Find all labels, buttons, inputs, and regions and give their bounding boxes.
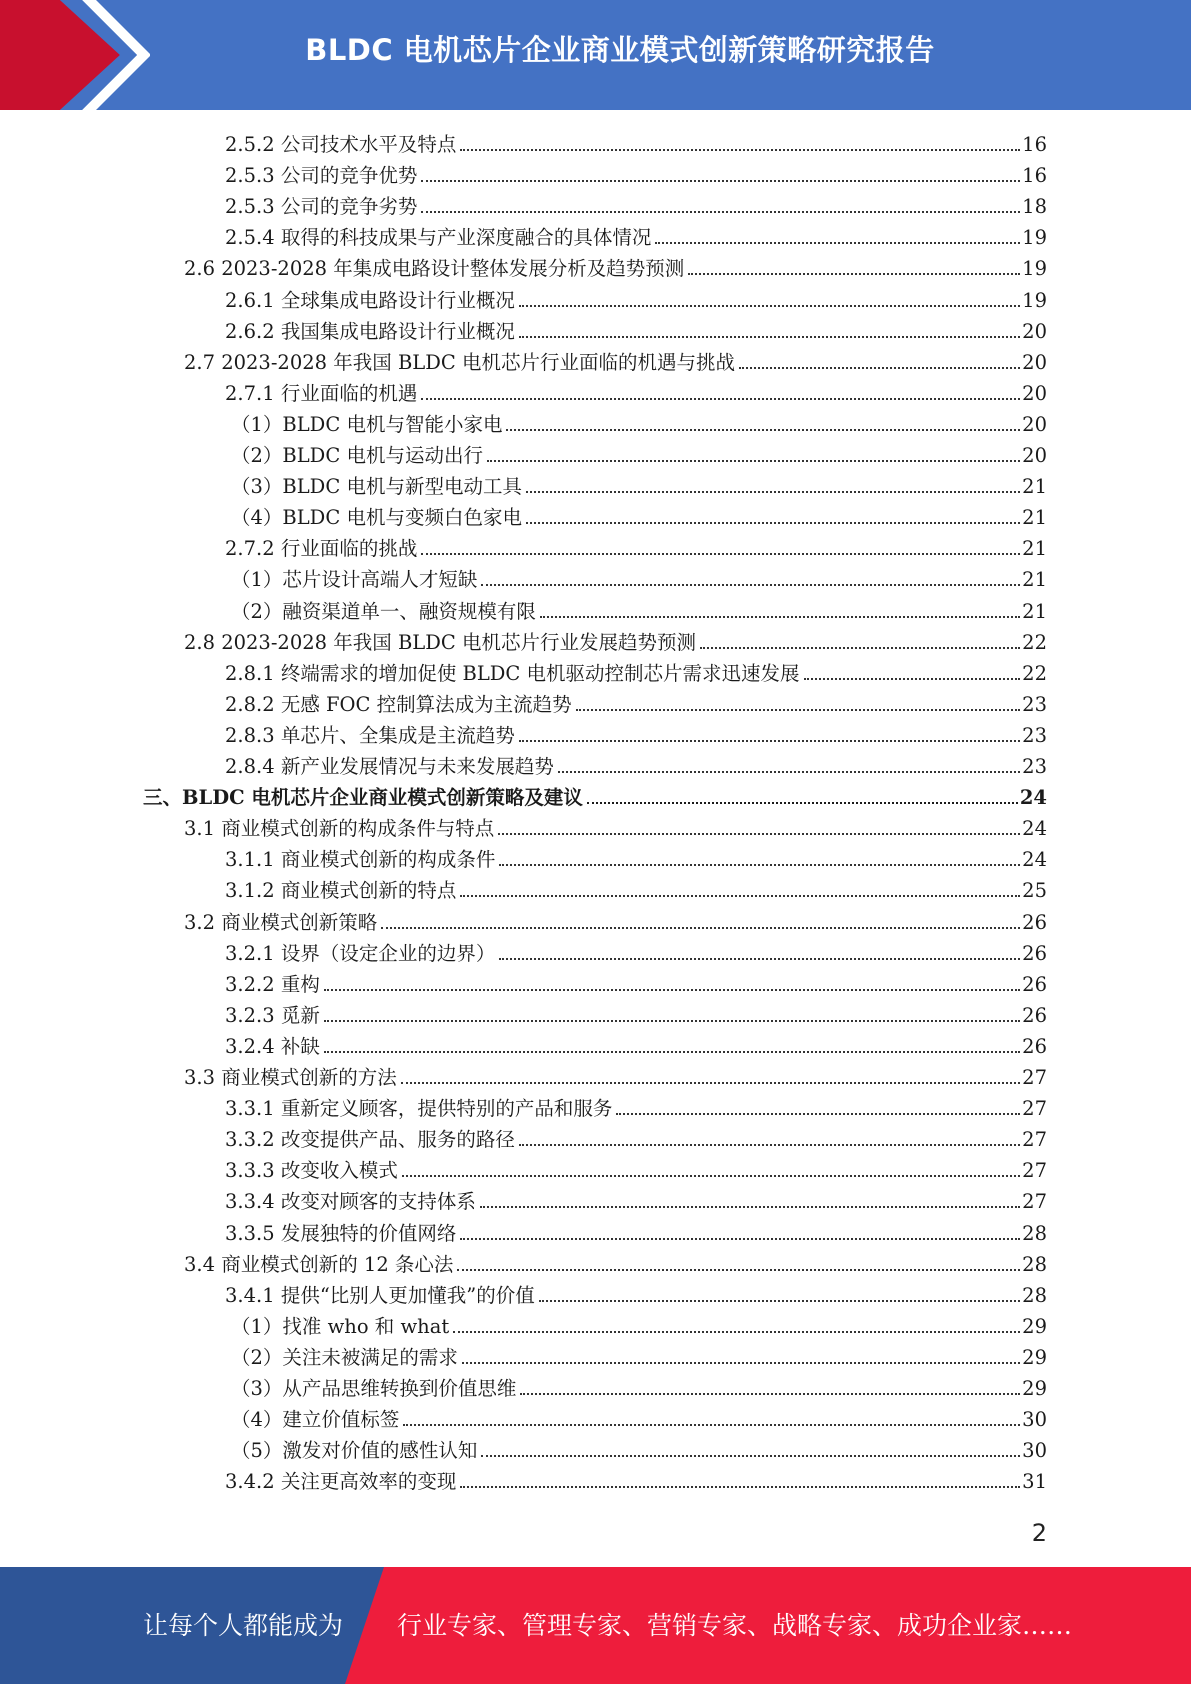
toc-entry-title: 三、BLDC 电机芯片企业商业模式创新策略及建议 — [143, 786, 583, 809]
toc-entry-title: （1）BLDC 电机与智能小家电 — [231, 413, 503, 436]
footer-slogan-right: 行业专家、管理专家、营销专家、战略专家、成功企业家…… — [397, 1611, 1073, 1640]
toc-entry-title: （1）芯片设计高端人才短缺 — [231, 568, 478, 591]
toc-entry[interactable] — [225, 376, 1047, 407]
toc-dot-leader — [520, 1393, 1020, 1395]
toc-entry[interactable] — [225, 749, 1047, 780]
toc-entry-title: 3.3.1 重新定义顾客，提供特别的产品和服务 — [225, 1097, 613, 1120]
toc-entry[interactable] — [225, 936, 1047, 967]
toc-entry[interactable] — [231, 407, 1047, 438]
toc-entry-title: 3.2.4 补缺 — [225, 1035, 320, 1058]
toc-entry-page-number: 25 — [1022, 879, 1047, 902]
toc-entry[interactable] — [225, 189, 1047, 220]
toc-entry-title: 3.2 商业模式创新策略 — [184, 911, 378, 934]
header-red-arrow-shape — [0, 0, 150, 110]
toc-entry-page-number: 21 — [1022, 537, 1047, 560]
toc-entry[interactable] — [225, 1029, 1047, 1060]
toc-dot-leader — [462, 1362, 1020, 1364]
toc-entry-page-number: 19 — [1022, 257, 1047, 280]
toc-dot-leader — [804, 678, 1021, 680]
toc-entry-title: 3.1.1 商业模式创新的构成条件 — [225, 848, 496, 871]
toc-entry-page-number: 28 — [1022, 1222, 1047, 1245]
toc-entry-title: 2.7.1 行业面临的机遇 — [225, 382, 418, 405]
toc-entry[interactable] — [225, 158, 1047, 189]
toc-dot-leader — [558, 771, 1020, 773]
toc-dot-leader — [539, 1300, 1020, 1302]
toc-entry[interactable] — [184, 625, 1047, 656]
toc-entry-title: （3）BLDC 电机与新型电动工具 — [231, 475, 522, 498]
toc-entry-page-number: 27 — [1022, 1190, 1047, 1213]
toc-entry[interactable] — [225, 1122, 1047, 1153]
toc-entry[interactable] — [231, 1340, 1047, 1371]
toc-dot-leader — [403, 1424, 1020, 1426]
toc-entry[interactable] — [225, 314, 1047, 345]
toc-dot-leader — [616, 1113, 1020, 1115]
toc-entry-title: （2）融资渠道单一、融资规模有限 — [231, 600, 536, 623]
toc-entry-title: （2）BLDC 电机与运动出行 — [231, 444, 483, 467]
toc-dot-leader — [487, 460, 1020, 462]
toc-entry-title: （4）建立价值标签 — [231, 1408, 400, 1431]
toc-entry-page-number: 26 — [1022, 942, 1047, 965]
toc-entry-page-number: 31 — [1022, 1470, 1047, 1493]
toc-entry-page-number: 27 — [1022, 1128, 1047, 1151]
toc-entry[interactable] — [231, 1433, 1047, 1464]
toc-entry-title: 2.5.4 取得的科技成果与产业深度融合的具体情况 — [225, 226, 652, 249]
toc-dot-leader — [519, 305, 1020, 307]
toc-dot-leader — [587, 802, 1018, 804]
toc-entry-page-number: 19 — [1022, 226, 1047, 249]
toc-entry-page-number: 20 — [1022, 320, 1047, 343]
toc-entry-page-number: 20 — [1022, 413, 1047, 436]
toc-dot-leader — [688, 273, 1020, 275]
toc-entry[interactable] — [231, 1371, 1047, 1402]
toc-entry[interactable] — [231, 1309, 1047, 1340]
toc-dot-leader — [739, 367, 1020, 369]
toc-entry[interactable] — [225, 1464, 1047, 1495]
toc-dot-leader — [324, 1020, 1020, 1022]
page-footer — [0, 1567, 1191, 1684]
footer-slogan-left: 让每个人都能成为 — [143, 1611, 344, 1640]
toc-entry-title: 3.4.2 关注更高效率的变现 — [225, 1470, 457, 1493]
toc-entry-title: 3.3.2 改变提供产品、服务的路径 — [225, 1128, 515, 1151]
toc-dot-leader — [519, 336, 1020, 338]
toc-entry[interactable] — [231, 1402, 1047, 1433]
toc-entry-page-number: 29 — [1022, 1315, 1047, 1338]
toc-entry-title: （3）从产品思维转换到价值思维 — [231, 1377, 517, 1400]
toc-entry-page-number: 30 — [1022, 1439, 1047, 1462]
toc-entry-page-number: 29 — [1022, 1346, 1047, 1369]
toc-entry[interactable] — [225, 1153, 1047, 1184]
toc-dot-leader — [457, 1269, 1020, 1271]
toc-entry-page-number: 21 — [1022, 568, 1047, 591]
toc-dot-leader — [526, 491, 1020, 493]
toc-dot-leader — [421, 180, 1020, 182]
toc-dot-leader — [402, 1175, 1020, 1177]
toc-entry[interactable] — [225, 220, 1047, 251]
toc-entry-title: 2.8.4 新产业发展情况与未来发展趋势 — [225, 755, 554, 778]
toc-entry-title: 2.5.3 公司的竞争劣势 — [225, 195, 418, 218]
toc-entry-page-number: 19 — [1022, 289, 1047, 312]
toc-entry[interactable] — [225, 873, 1047, 904]
toc-entry[interactable] — [225, 1091, 1047, 1122]
toc-entry-page-number: 29 — [1022, 1377, 1047, 1400]
toc-entry-page-number: 16 — [1022, 133, 1047, 156]
toc-entry[interactable] — [225, 656, 1047, 687]
toc-entry-page-number: 16 — [1022, 164, 1047, 187]
toc-entry-title: （4）BLDC 电机与变频白色家电 — [231, 506, 522, 529]
toc-entry[interactable] — [231, 562, 1047, 593]
toc-dot-leader — [499, 864, 1020, 866]
toc-entry-title: 3.3 商业模式创新的方法 — [184, 1066, 397, 1089]
toc-dot-leader — [460, 1238, 1020, 1240]
toc-entry[interactable] — [184, 251, 1047, 282]
toc-entry[interactable] — [184, 1060, 1047, 1091]
toc-dot-leader — [324, 989, 1020, 991]
toc-entry-title: 3.4.1 提供“比别人更加懂我”的价值 — [225, 1284, 535, 1307]
toc-entry-page-number: 24 — [1019, 786, 1047, 809]
toc-entry-page-number: 23 — [1022, 693, 1047, 716]
toc-entry-title: 3.3.3 改变收入模式 — [225, 1159, 398, 1182]
toc-dot-leader — [576, 709, 1021, 711]
toc-entry-title: 2.7.2 行业面临的挑战 — [225, 537, 418, 560]
toc-entry[interactable] — [225, 1278, 1047, 1309]
toc-entry-title: 2.6 2023-2028 年集成电路设计整体发展分析及趋势预测 — [184, 257, 685, 280]
toc-entry-page-number: 22 — [1022, 631, 1047, 654]
toc-entry-page-number: 26 — [1022, 1035, 1047, 1058]
toc-entry[interactable] — [225, 531, 1047, 562]
page-header — [0, 0, 1191, 110]
toc-entry-page-number: 20 — [1022, 382, 1047, 405]
toc-entry[interactable] — [184, 1247, 1047, 1278]
toc-entry-title: 2.8 2023-2028 年我国 BLDC 电机芯片行业发展趋势预测 — [184, 631, 696, 654]
toc-entry[interactable] — [225, 842, 1047, 873]
toc-entry-page-number: 24 — [1022, 848, 1047, 871]
report-title: BLDC 电机芯片企业商业模式创新策略研究报告 — [305, 33, 935, 67]
toc-dot-leader — [480, 1206, 1020, 1208]
toc-entry-title: 3.1 商业模式创新的构成条件与特点 — [184, 817, 495, 840]
toc-entry[interactable] — [225, 127, 1047, 158]
toc-dot-leader — [481, 584, 1020, 586]
toc-entry[interactable] — [184, 345, 1047, 376]
toc-entry-page-number: 26 — [1022, 973, 1047, 996]
toc-entry-title: 3.1.2 商业模式创新的特点 — [225, 879, 457, 902]
toc-entry-page-number: 27 — [1022, 1097, 1047, 1120]
toc-entry-title: 2.5.2 公司技术水平及特点 — [225, 133, 457, 156]
toc-entry[interactable] — [231, 438, 1047, 469]
toc-entry-title: （5）激发对价值的感性认知 — [231, 1439, 478, 1462]
toc-entry[interactable] — [231, 469, 1047, 500]
toc-entry[interactable] — [225, 718, 1047, 749]
toc-entry[interactable] — [225, 1184, 1047, 1215]
toc-entry-page-number: 26 — [1022, 911, 1047, 934]
toc-entry-page-number: 22 — [1022, 662, 1047, 685]
toc-entry[interactable] — [225, 967, 1047, 998]
toc-entry[interactable] — [143, 780, 1047, 811]
toc-entry-title: 2.6.1 全球集成电路设计行业概况 — [225, 289, 515, 312]
toc-dot-leader — [421, 398, 1020, 400]
toc-entry-title: （1）找准 who 和 what — [231, 1315, 450, 1338]
toc-entry-page-number: 30 — [1022, 1408, 1047, 1431]
toc-dot-leader — [381, 927, 1020, 929]
toc-entry-title: 3.2.2 重构 — [225, 973, 320, 996]
toc-entry[interactable] — [184, 905, 1047, 936]
toc-dot-leader — [460, 895, 1020, 897]
toc-dot-leader — [460, 149, 1020, 151]
toc-entry-title: 2.5.3 公司的竞争优势 — [225, 164, 418, 187]
toc-entry-page-number: 20 — [1022, 351, 1047, 374]
toc-dot-leader — [526, 522, 1020, 524]
toc-entry-page-number: 28 — [1022, 1284, 1047, 1307]
toc-entry[interactable] — [231, 500, 1047, 531]
toc-dot-leader — [481, 1455, 1020, 1457]
toc-entry-page-number: 23 — [1022, 724, 1047, 747]
toc-dot-leader — [655, 242, 1020, 244]
toc-entry-page-number: 27 — [1022, 1159, 1047, 1182]
toc-entry-title: 3.3.5 发展独特的价值网络 — [225, 1222, 457, 1245]
toc-dot-leader — [401, 1082, 1020, 1084]
toc-entry[interactable] — [225, 1216, 1047, 1247]
toc-dot-leader — [460, 1486, 1020, 1488]
toc-dot-leader — [519, 740, 1020, 742]
toc-entry-title: 2.8.2 无感 FOC 控制算法成为主流趋势 — [225, 693, 572, 716]
toc-entry[interactable] — [231, 594, 1047, 625]
toc-entry-title: 2.8.1 终端需求的增加促使 BLDC 电机驱动控制芯片需求迅速发展 — [225, 662, 800, 685]
toc-entry-page-number: 18 — [1022, 195, 1047, 218]
toc-entry-page-number: 26 — [1022, 1004, 1047, 1027]
toc-entry-title: 2.8.3 单芯片、全集成是主流趋势 — [225, 724, 515, 747]
toc-entry-page-number: 20 — [1022, 444, 1047, 467]
toc-entry-page-number: 21 — [1022, 475, 1047, 498]
toc-entry-title: 3.2.3 觅新 — [225, 1004, 320, 1027]
toc-entry[interactable] — [225, 687, 1047, 718]
toc-entry-title: 2.7 2023-2028 年我国 BLDC 电机芯片行业面临的机遇与挑战 — [184, 351, 735, 374]
toc-dot-leader — [540, 616, 1020, 618]
toc-entry-title: （2）关注未被满足的需求 — [231, 1346, 458, 1369]
toc-entry-title: 3.4 商业模式创新的 12 条心法 — [184, 1253, 454, 1276]
toc-entry-page-number: 21 — [1022, 600, 1047, 623]
toc-entry-title: 3.2.1 设界（设定企业的边界） — [225, 942, 496, 965]
toc-entry[interactable] — [225, 998, 1047, 1029]
toc-entry-page-number: 27 — [1022, 1066, 1047, 1089]
toc-dot-leader — [498, 833, 1020, 835]
toc-entry-page-number: 24 — [1022, 817, 1047, 840]
toc-entry-page-number: 28 — [1022, 1253, 1047, 1276]
toc-dot-leader — [421, 553, 1020, 555]
toc-entry-title: 2.6.2 我国集成电路设计行业概况 — [225, 320, 515, 343]
toc-dot-leader — [453, 1331, 1020, 1333]
toc-dot-leader — [499, 958, 1020, 960]
toc-dot-leader — [519, 1144, 1020, 1146]
toc-entry-title: 3.3.4 改变对顾客的支持体系 — [225, 1190, 476, 1213]
toc-dot-leader — [324, 1051, 1020, 1053]
toc-dot-leader — [506, 429, 1020, 431]
toc-entry[interactable] — [184, 811, 1047, 842]
toc-entry-page-number: 21 — [1022, 506, 1047, 529]
page-number: 2 — [1031, 1519, 1047, 1547]
toc-dot-leader — [421, 211, 1020, 213]
toc-dot-leader — [700, 647, 1020, 649]
toc-entry[interactable] — [225, 283, 1047, 314]
toc-entry-page-number: 23 — [1022, 755, 1047, 778]
